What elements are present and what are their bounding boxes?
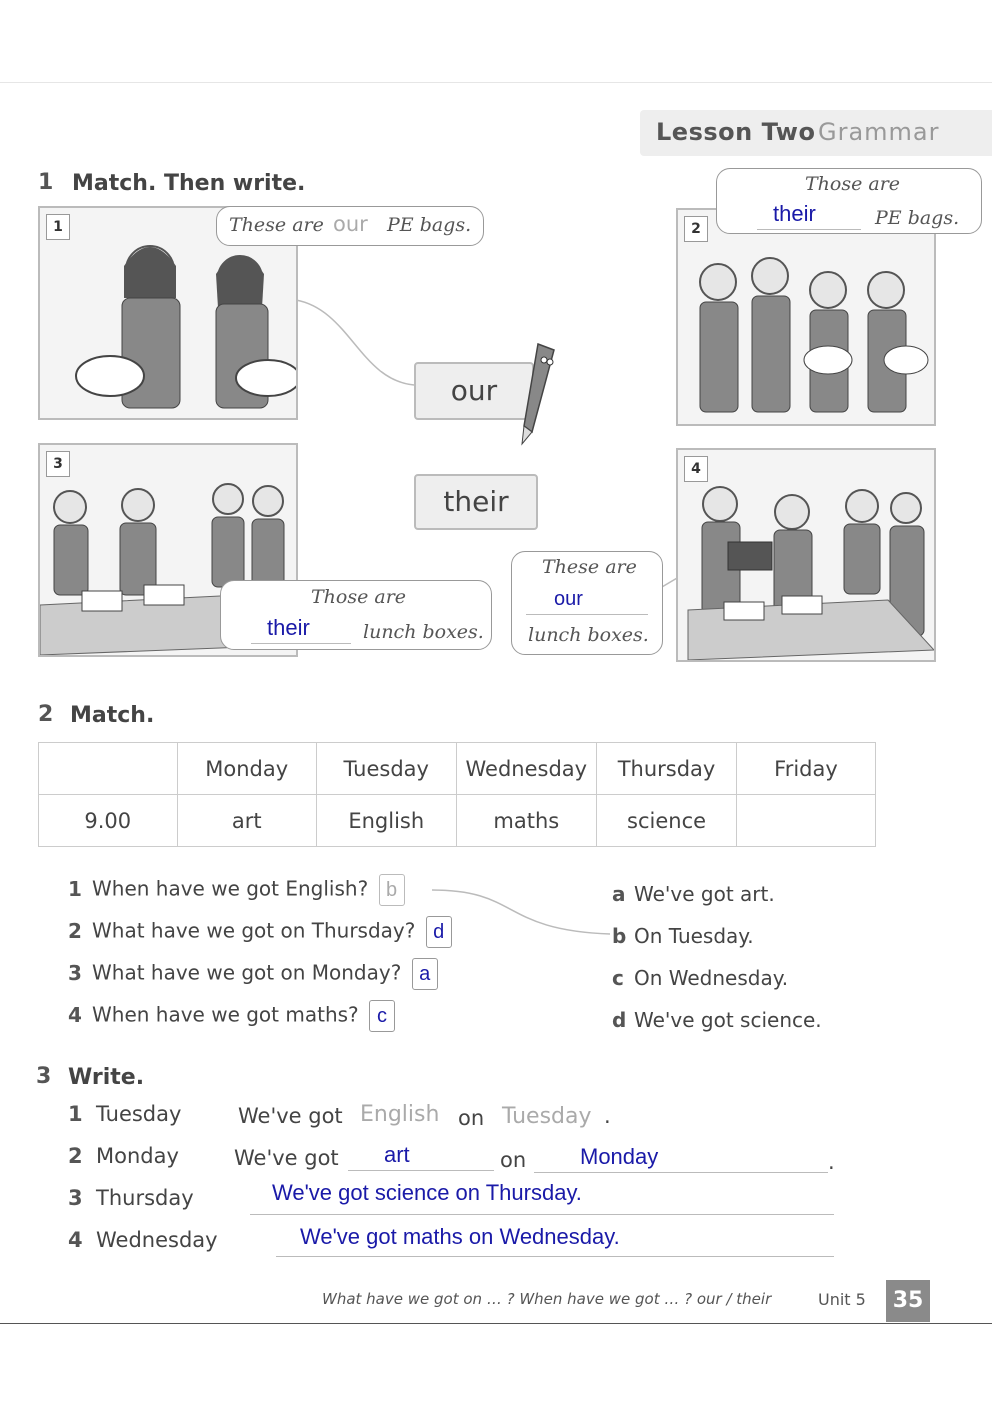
question-2 bbox=[68, 916, 452, 948]
answer-line bbox=[348, 1170, 494, 1171]
row-number: 2 bbox=[68, 1144, 83, 1168]
bubble-4-answer: our bbox=[554, 588, 583, 610]
question-number: 4 bbox=[68, 1002, 82, 1027]
row-pre: We've got bbox=[238, 1104, 343, 1128]
question-4 bbox=[68, 1000, 395, 1032]
option-d bbox=[612, 1008, 822, 1032]
option-letter: d bbox=[612, 1008, 627, 1032]
answer-box[interactable]: b bbox=[379, 874, 405, 906]
timetable-header: Tuesday bbox=[316, 743, 456, 795]
timetable-header: Thursday bbox=[597, 743, 737, 795]
option-b bbox=[612, 924, 754, 948]
timetable-cell: maths bbox=[456, 795, 597, 847]
speech-bubble-3 bbox=[220, 580, 492, 650]
row-answer-1: English bbox=[360, 1102, 440, 1127]
row-answer-2: Monday bbox=[580, 1144, 659, 1169]
section-1-number: 1 bbox=[38, 170, 54, 195]
section-2-number: 2 bbox=[38, 702, 54, 727]
row-end: . bbox=[828, 1150, 835, 1174]
row-day: Tuesday bbox=[96, 1102, 182, 1126]
row-end: . bbox=[604, 1104, 611, 1128]
bubble-3-post: lunch boxes. bbox=[363, 621, 484, 643]
option-letter: a bbox=[612, 882, 626, 906]
row-answer-2: Tuesday bbox=[502, 1104, 592, 1129]
row-sentence: We've got science on Thursday. bbox=[272, 1180, 582, 1205]
row-day: Monday bbox=[96, 1144, 179, 1168]
timetable-header-row bbox=[39, 743, 876, 795]
answer-line bbox=[276, 1256, 834, 1257]
question-1 bbox=[68, 874, 405, 906]
bubble-1-post: PE bags. bbox=[387, 214, 472, 236]
bubble-2-post: PE bags. bbox=[875, 207, 960, 229]
word-box-their: their bbox=[414, 474, 538, 530]
section-3-instruction: Write. bbox=[68, 1065, 145, 1090]
bubble-1-pre: These are bbox=[229, 214, 324, 236]
timetable-cell: English bbox=[316, 795, 456, 847]
answer-line bbox=[250, 1214, 834, 1215]
timetable-header: Friday bbox=[736, 743, 875, 795]
timetable-header: Monday bbox=[177, 743, 316, 795]
question-text: When have we got maths? bbox=[92, 1002, 359, 1027]
panel-number: 3 bbox=[46, 451, 70, 477]
timetable-cell: art bbox=[177, 795, 316, 847]
answer-box[interactable]: c bbox=[369, 1000, 395, 1032]
option-text: We've got science. bbox=[634, 1008, 822, 1032]
answer-box[interactable]: d bbox=[426, 916, 452, 948]
question-number: 3 bbox=[68, 960, 82, 985]
timetable-row bbox=[39, 795, 876, 847]
timetable-cell: science bbox=[597, 795, 737, 847]
panel-number: 2 bbox=[684, 216, 708, 242]
question-text: When have we got English? bbox=[92, 876, 369, 901]
pencil-character-icon bbox=[510, 336, 566, 446]
four-children-illustration bbox=[678, 210, 934, 424]
row-pre: We've got bbox=[234, 1146, 339, 1170]
bubble-2-answer: their bbox=[773, 201, 816, 226]
row-day: Thursday bbox=[96, 1186, 194, 1210]
row-answer-1: art bbox=[384, 1142, 410, 1167]
option-letter: b bbox=[612, 924, 627, 948]
picture-panel-2 bbox=[676, 208, 936, 426]
word-box-our: our bbox=[414, 362, 534, 420]
lesson-title: Lesson Two bbox=[656, 118, 816, 146]
bubble-3-pre: Those are bbox=[311, 586, 407, 608]
option-c bbox=[612, 966, 788, 990]
row-sentence: We've got maths on Wednesday. bbox=[300, 1224, 620, 1249]
unit-label: Unit 5 bbox=[818, 1290, 866, 1309]
option-text: We've got art. bbox=[634, 882, 775, 906]
timetable-header: Wednesday bbox=[456, 743, 597, 795]
panel-number: 1 bbox=[46, 214, 70, 240]
row-number: 3 bbox=[68, 1186, 83, 1210]
option-a bbox=[612, 882, 775, 906]
section-3-number: 3 bbox=[36, 1064, 52, 1089]
row-number: 4 bbox=[68, 1228, 83, 1252]
timetable-cell bbox=[736, 795, 875, 847]
children-table-illustration bbox=[678, 450, 934, 660]
bubble-4-post: lunch boxes. bbox=[528, 624, 649, 646]
answer-box[interactable]: a bbox=[412, 958, 438, 990]
bubble-2-pre: Those are bbox=[805, 173, 901, 195]
speech-bubble-4 bbox=[511, 551, 663, 655]
row-day: Wednesday bbox=[96, 1228, 218, 1252]
page-number: 35 bbox=[886, 1280, 930, 1322]
bubble-4-pre: These are bbox=[542, 556, 637, 578]
panel-number: 4 bbox=[684, 456, 708, 482]
question-text: What have we got on Thursday? bbox=[92, 918, 416, 943]
footer-text: What have we got on … ? When have we got … ? our / their bbox=[322, 1290, 772, 1308]
question-text: What have we got on Monday? bbox=[92, 960, 402, 985]
answer-line bbox=[251, 643, 351, 644]
timetable-time: 9.00 bbox=[39, 795, 178, 847]
answer-line bbox=[526, 614, 648, 615]
timetable bbox=[38, 742, 876, 847]
speech-bubble-1 bbox=[216, 206, 484, 246]
question-number: 2 bbox=[68, 918, 82, 943]
row-mid: on bbox=[458, 1106, 485, 1130]
question-3 bbox=[68, 958, 438, 990]
section-1-instruction: Match. Then write. bbox=[72, 171, 306, 196]
timetable-corner bbox=[39, 743, 178, 795]
bubble-3-answer: their bbox=[267, 615, 310, 640]
picture-panel-4 bbox=[676, 448, 936, 662]
option-text: On Wednesday. bbox=[634, 966, 789, 990]
speech-bubble-2 bbox=[716, 168, 982, 234]
answer-line bbox=[534, 1172, 828, 1173]
bubble-1-answer: our bbox=[333, 212, 368, 236]
option-text: On Tuesday. bbox=[634, 924, 754, 948]
row-number: 1 bbox=[68, 1102, 83, 1126]
option-letter: c bbox=[612, 966, 624, 990]
lesson-subtitle: Grammar bbox=[818, 118, 940, 146]
question-number: 1 bbox=[68, 876, 82, 901]
answer-line bbox=[757, 229, 861, 230]
row-mid: on bbox=[500, 1148, 527, 1172]
section-2-instruction: Match. bbox=[70, 703, 155, 728]
